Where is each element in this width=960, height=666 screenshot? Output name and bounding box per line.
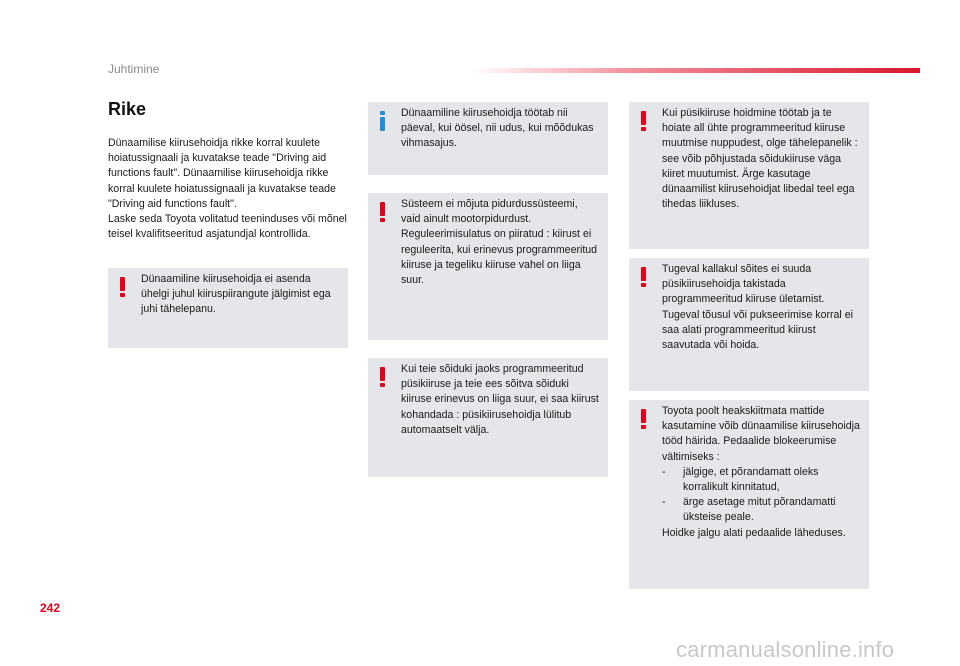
box-text: Kui teie sõiduki jaoks programmeeritud püsikiiruse ja teie ees sõitva sõiduki kiiruse erinevus on liiga suur, ei saa kiirust kohandada : püsikiirusehoidja lülitub automaatselt välja. [401,363,599,436]
box-text: Dünaamiline kiirusehoidja töötab nii päeval, kui öösel, nii udus, kui mõõdukas vihmasajus. [401,107,594,150]
list-item [662,465,861,495]
list-dash: - [662,496,666,509]
list-item-text: ärge asetage mitut põrandamatti üksteise peale. [683,496,836,524]
box-text: Kui püsikiiruse hoidmine töötab ja te hoiate all ühte programmeeritud kiiruse muutmise nuppudest, olge tähelepanelik : see võib põhjustada sõidukiiruse väga kiiret muutumist. Ärge kasutage dünaamilist kiirusehoidjat libedal teel ega tihedas liikluses. [662,107,858,211]
page-number: 242 [40,601,61,615]
precaution-list [662,465,861,526]
warning-box [629,400,869,589]
box-text: Tugeval kallakul sõites ei suuda püsikiirusehoidja takistada programmeeritud kiiruse ületamist. Tugeval tõusul või pukseerimise korral ei saa alati programmeeritud kiirust saavutada või hoida. [662,263,853,352]
header-accent-bar [470,68,920,73]
list-item-text: jälgige, et põrandamatt oleks korralikult kinnitatud, [683,465,819,494]
section-title: Juhtimine [108,62,160,76]
intro-paragraph: Laske seda Toyota volitatud teeninduses või mõnel teisel kvalifitseeritud asjatundjal kontrollida. [108,213,347,241]
box-closing-text: Hoidke jalgu alati pedaalide läheduses. [662,526,846,539]
warning-box [629,258,869,391]
list-item [662,495,861,525]
warning-icon [118,277,128,297]
warning-box [629,102,869,249]
warning-icon [639,409,649,429]
list-dash: - [662,465,666,478]
box-text: Toyota poolt heakskiitmata mattide kasutamine võib dünaamilise kiirusehoidja tööd häirida. Pedaalide blokeerumise vältimiseks : [662,405,860,463]
intro-text [108,136,348,242]
warning-icon [378,202,388,222]
warning-icon [639,267,649,287]
warning-box [368,358,608,477]
box-text: Dünaamiline kiirusehoidja ei asenda ühelgi juhul kiiruspiirangute jälgimist ega juhi tähelepanu. [141,273,331,316]
info-icon [378,111,388,131]
intro-paragraph: Dünaamilise kiirusehoidja rikke korral kuulete hoiatussignaali ja kuvatakse teade "Driving aid functions fault". Dünaamilise kiirusehoidja rikke korral kuulete hoiatussignaali ja kuvatakse teade "Driving aid functions fault". [108,137,336,210]
page-heading: Rike [108,99,147,119]
warning-icon [378,367,388,387]
info-box [368,102,608,175]
box-text: Süsteem ei mõjuta pidurdussüsteemi, vaid ainult mootorpidurdust. Reguleerimisulatus on piiratud : kiirust ei reguleerita, kui erinevus programmeeritud kiiruse ja tegeliku kiiruse vahel on liiga suur. [401,198,598,287]
warning-icon [639,111,649,131]
warning-box [368,193,608,340]
warning-box [108,268,348,348]
watermark: carmanualsonline.info [676,637,895,662]
